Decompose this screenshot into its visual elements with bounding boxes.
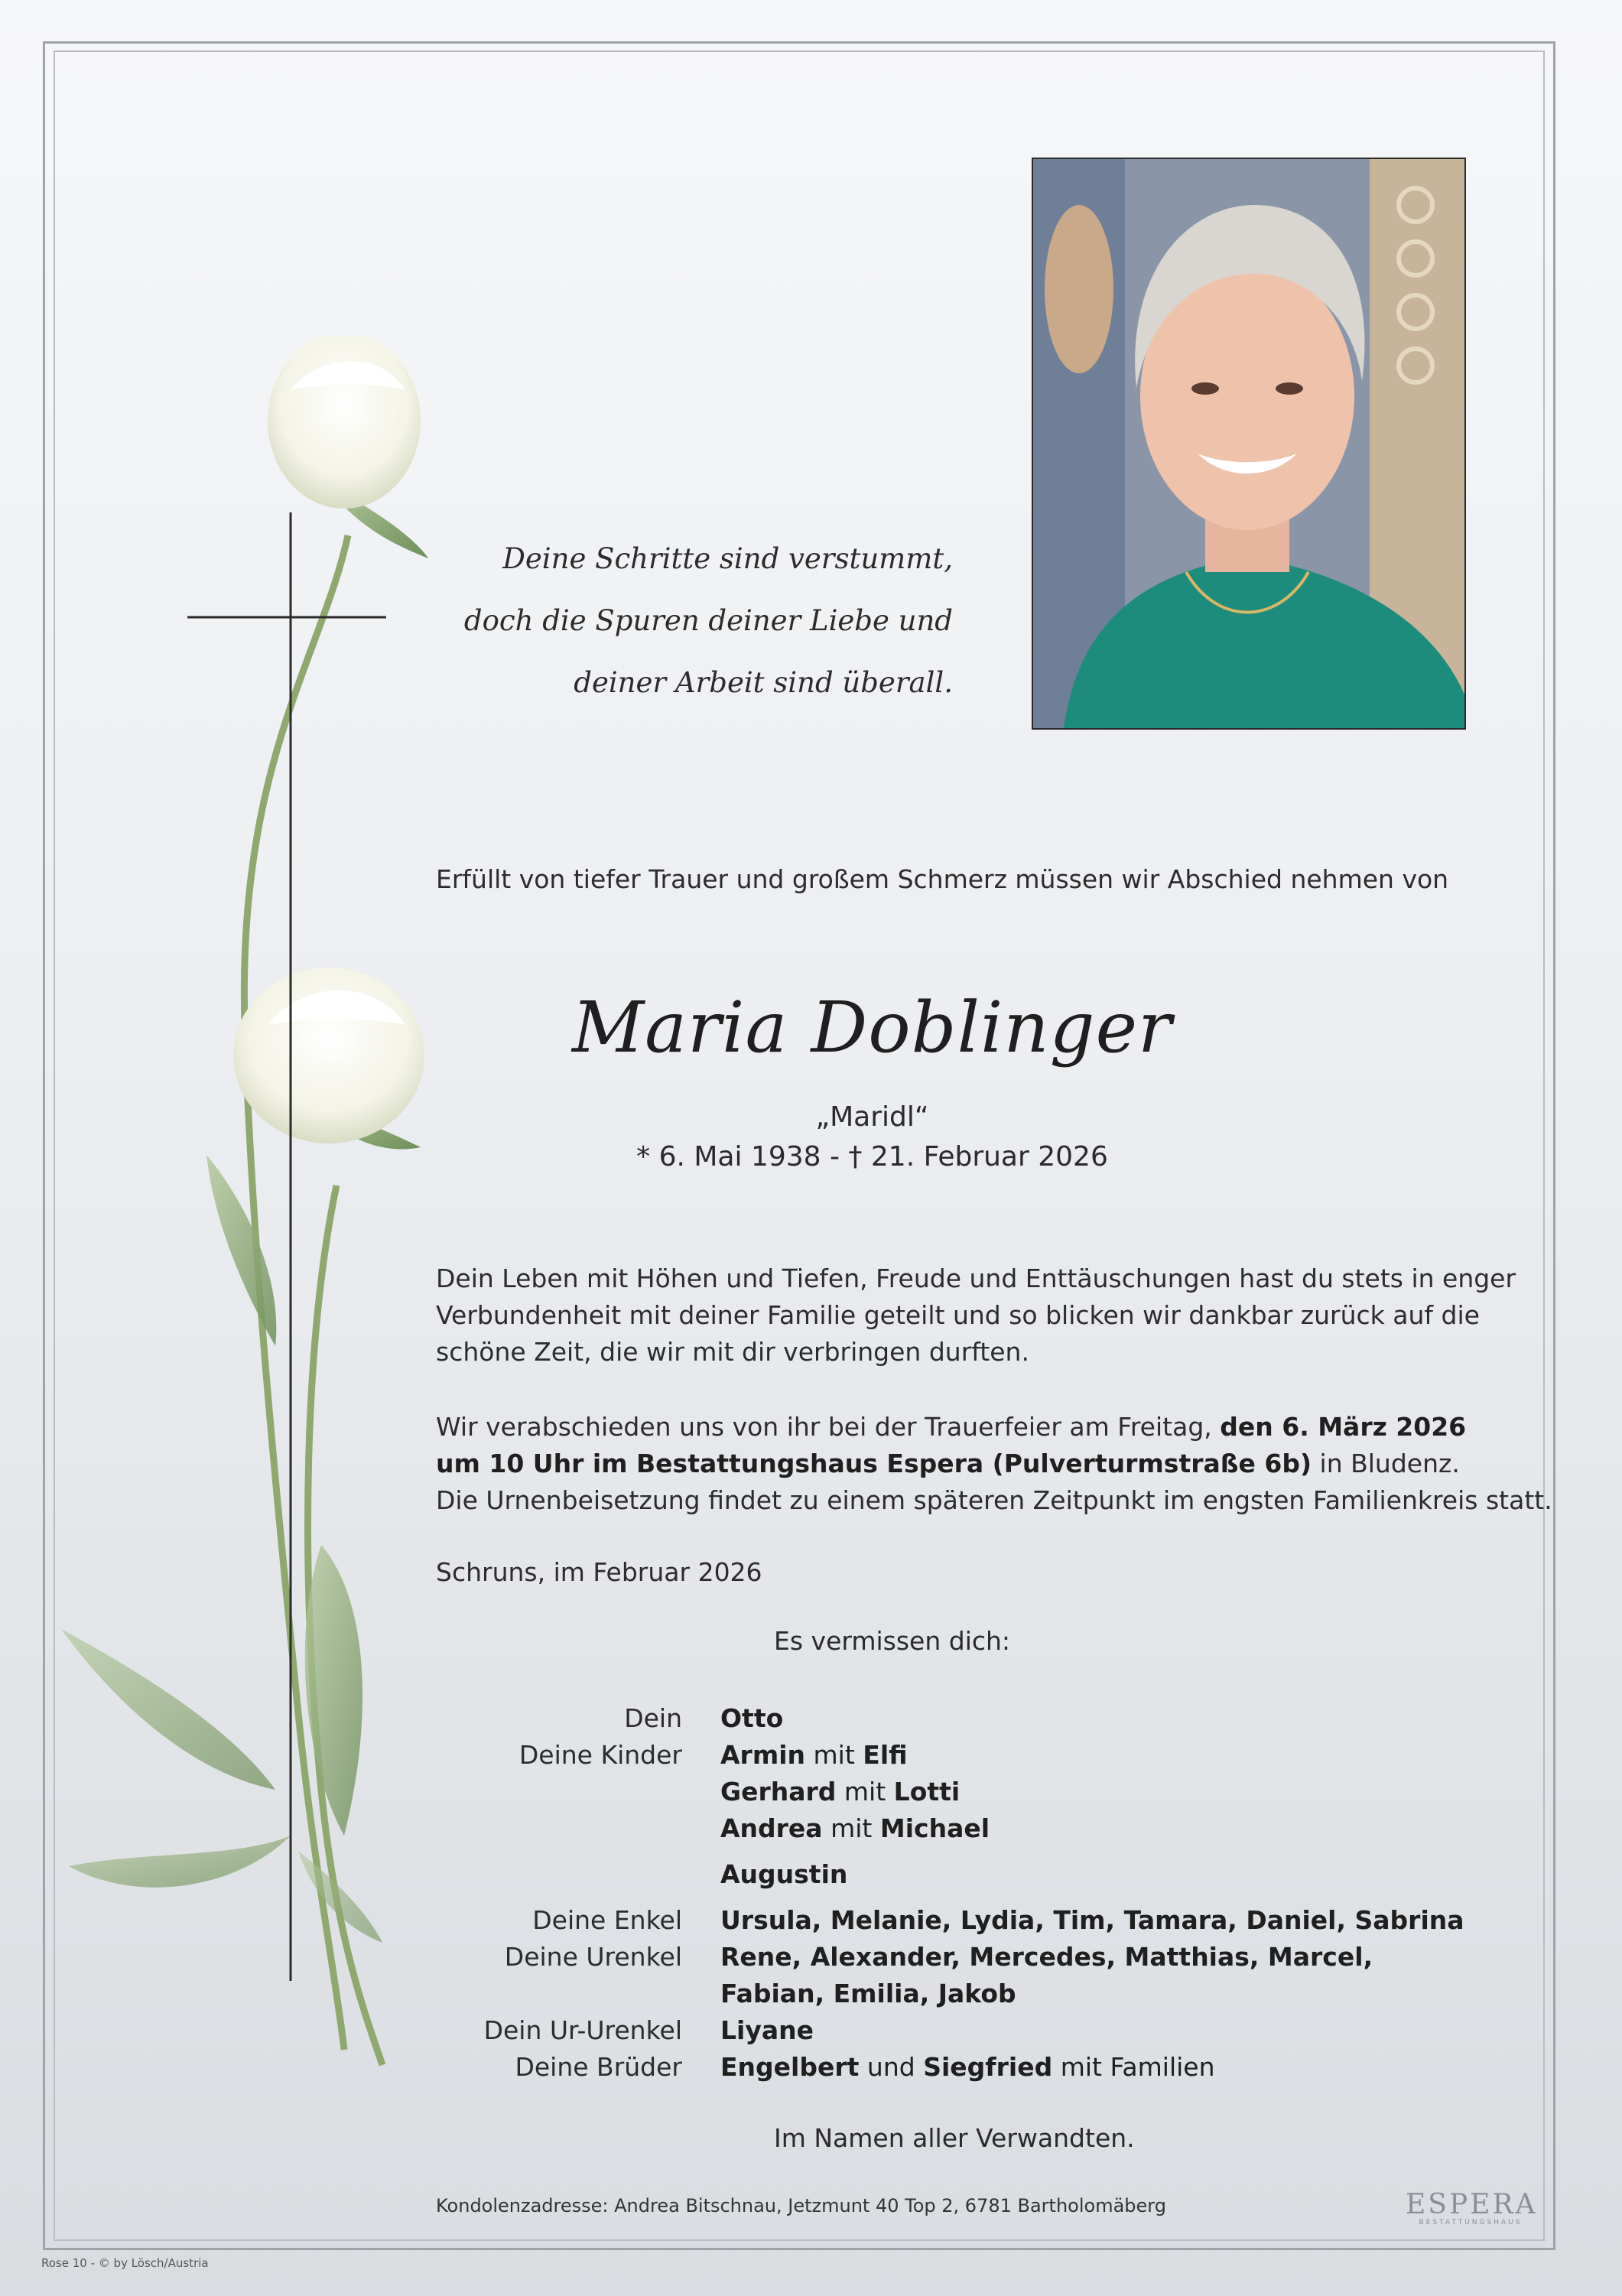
name-andrea: Andrea	[720, 1813, 823, 1843]
family-row	[428, 1855, 1499, 1892]
verse-line-1: Deine Schritte sind verstummt,	[502, 542, 953, 575]
name-michael: Michael	[879, 1813, 990, 1843]
deceased-nickname: „Maridl“	[815, 1101, 929, 1133]
name-otto: Otto	[720, 1702, 784, 1733]
name-gerhard: Gerhard	[720, 1776, 837, 1807]
relation-names	[720, 1979, 1016, 2008]
relation-label: Deine Urenkel	[504, 1941, 682, 1972]
ceremony-date: den 6. März 2026	[1220, 1412, 1467, 1442]
relation-names	[720, 2052, 1215, 2082]
ceremony-city: in Bludenz.	[1312, 1449, 1460, 1478]
great-grandchildren-names-cont: Fabian, Emilia, Jakob	[720, 1978, 1016, 2008]
grandchildren-names: Ursula, Melanie, Lydia, Tim, Tamara, Daniel, Sabrina	[720, 1904, 1464, 1935]
relation-label: Deine Brüder	[515, 2051, 682, 2082]
ceremony-paragraph	[436, 1409, 1552, 1519]
family-row	[428, 1773, 1499, 1810]
intro-sentence: Erfüllt von tiefer Trauer und großem Schmerz müssen wir Abschied nehmen von	[436, 864, 1449, 894]
memorial-verse	[418, 528, 953, 714]
life-paragraph: Dein Leben mit Höhen und Tiefen, Freude und Enttäuschungen hast du stets in enger Verbundenheit mit deiner Familie geteilt und so blicken wir dankbar zurück auf die schöne Zeit, die wir mit dir verbringen durften.	[436, 1263, 1516, 1367]
connector-mit: mit	[813, 1739, 855, 1770]
relation-label: Dein	[624, 1702, 682, 1733]
name-engelbert: Engelbert	[720, 2051, 860, 2082]
white-roses-illustration	[46, 337, 474, 2080]
relation-label: Dein Ur-Urenkel	[483, 2015, 682, 2045]
relation-names	[720, 1740, 908, 1770]
verse-line-2: doch die Spuren deiner Liebe und	[463, 604, 953, 637]
name-liyane: Liyane	[720, 2015, 814, 2045]
family-row	[428, 1901, 1499, 1938]
connector-mit: mit	[844, 1776, 886, 1807]
missed-heading: Es vermissen dich:	[774, 1626, 1011, 1656]
relation-names	[720, 1703, 783, 1733]
relation-label: Deine Enkel	[532, 1904, 682, 1935]
verse-line-3: deiner Arbeit sind überall.	[574, 666, 953, 699]
family-row	[428, 1810, 1499, 1846]
name-siegfried: Siegfried	[923, 2051, 1053, 2082]
family-row	[428, 2048, 1499, 2085]
name-lotti: Lotti	[893, 1776, 961, 1807]
relation-label: Deine Kinder	[518, 1739, 682, 1770]
name-armin: Armin	[720, 1739, 806, 1770]
family-list	[428, 1699, 1499, 2085]
relation-names	[720, 1777, 960, 1807]
relation-names	[720, 1859, 847, 1889]
ceremony-time-place: um 10 Uhr im Bestattungshaus Espera (Pulverturmstraße 6b)	[436, 1449, 1312, 1478]
relation-names	[720, 1905, 1464, 1935]
ceremony-lead: Wir verabschieden uns von ihr bei der Trauerfeier am Freitag,	[436, 1412, 1221, 1442]
deceased-name: Maria Doblinger	[571, 987, 1172, 1068]
name-elfi: Elfi	[863, 1739, 908, 1770]
great-grandchildren-names: Rene, Alexander, Mercedes, Matthias, Marcel,	[720, 1941, 1373, 1972]
urn-burial-note: Die Urnenbeisetzung findet zu einem späteren Zeitpunkt im engsten Familienkreis statt.	[436, 1485, 1552, 1515]
family-row	[428, 1938, 1499, 1975]
family-row	[428, 1699, 1499, 1736]
logo-wordmark: ESPERA	[1406, 2189, 1538, 2220]
relation-names	[720, 1942, 1373, 1972]
closing-line: Im Namen aller Verwandten.	[774, 2123, 1135, 2153]
connector-mit: mit	[831, 1813, 873, 1843]
espera-logo	[1406, 2189, 1536, 2226]
name-augustin: Augustin	[720, 1859, 848, 1889]
portrait-photo	[1032, 158, 1466, 730]
condolence-address: Kondolenzadresse: Andrea Bitschnau, Jetzmunt 40 Top 2, 6781 Bartholomäberg	[436, 2195, 1166, 2216]
relation-names	[720, 1813, 990, 1843]
with-families: mit Familien	[1060, 2051, 1215, 2082]
place-date: Schruns, im Februar 2026	[436, 1557, 762, 1587]
family-row	[428, 2011, 1499, 2048]
image-credit: Rose 10 - © by Lösch/Austria	[41, 2256, 209, 2270]
family-row	[428, 1975, 1499, 2011]
relation-names	[720, 2015, 814, 2045]
connector-und: und	[866, 2051, 915, 2082]
family-row	[428, 1736, 1499, 1773]
logo-subtitle: BESTATTUNGSHAUS	[1419, 2219, 1523, 2226]
life-dates: * 6. Mai 1938 - † 21. Februar 2026	[636, 1141, 1108, 1172]
